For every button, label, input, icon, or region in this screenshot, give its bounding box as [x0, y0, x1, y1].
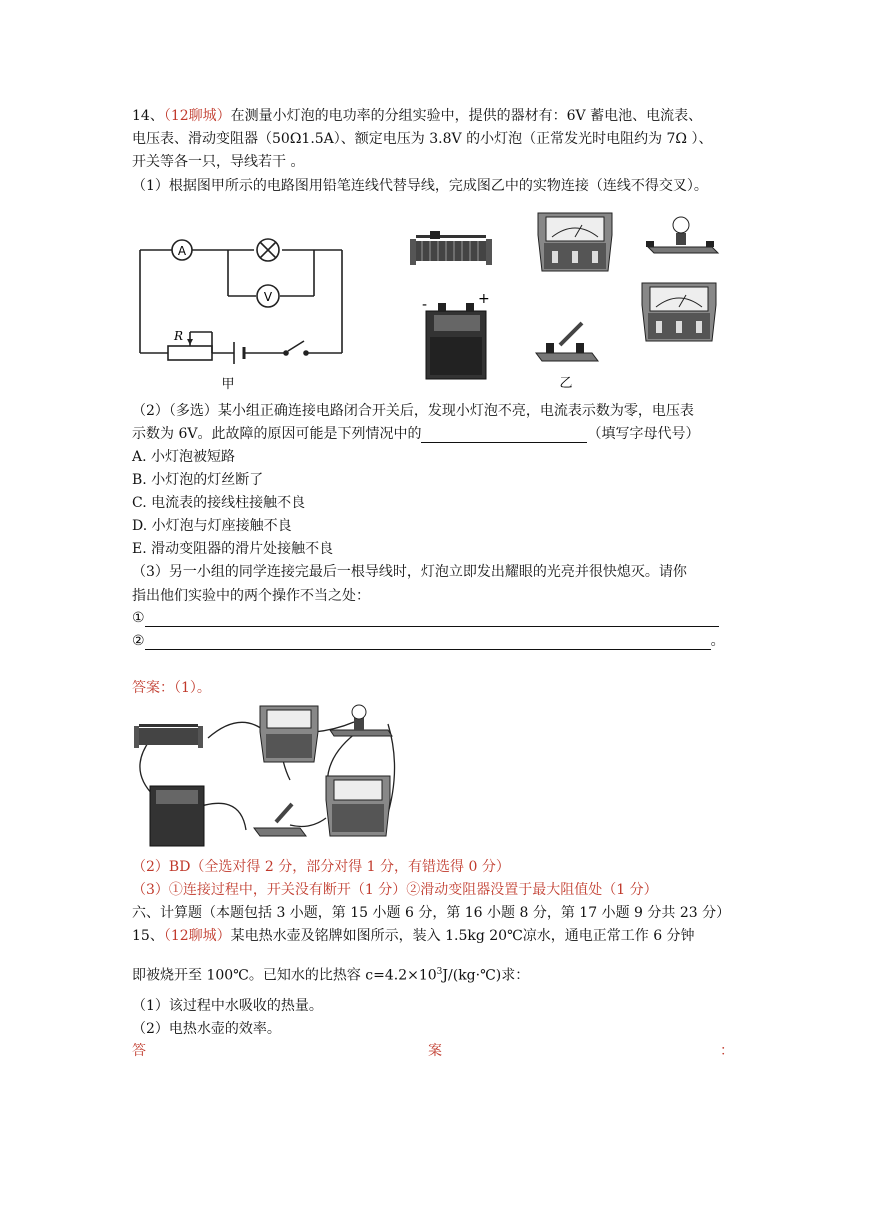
- q14-line3: 开关等各一只，导线若干 。: [132, 154, 305, 170]
- answer14-head: 答案：（1）。: [132, 680, 211, 696]
- answer-lamp: [330, 705, 392, 736]
- q15-line1: 15、（12聊城）某电热水壶及铭牌如图所示，装入 1.5kg 20℃凉水，通电正常工作 6 分钟: [132, 928, 695, 944]
- answer-rheostat: [134, 724, 203, 748]
- rheostat-symbol: [168, 346, 212, 360]
- q14-part2-line2: 示数为 6V。此故障的原因可能是下列情况中的 （填写字母代号）: [132, 426, 700, 442]
- q15-source: （12聊城）: [163, 928, 231, 944]
- battery-plus: +: [478, 291, 490, 307]
- answer-blank-3-2[interactable]: [145, 635, 711, 650]
- answer-switch: [254, 804, 306, 836]
- q14-line1: 14、（12聊城）在测量小灯泡的电功率的分组实验中，提供的器材有：6V 蓄电池、电流表、: [132, 108, 703, 124]
- option-b: B. 小灯泡的灯丝断了: [132, 472, 264, 488]
- voltmeter-label: V: [263, 290, 273, 304]
- lamp-component: [646, 217, 718, 253]
- figure-label-yi: 乙: [559, 376, 573, 390]
- answer-voltmeter: [326, 776, 390, 836]
- answer-wiring-figure: [130, 700, 402, 850]
- option-c: C. 电流表的接线柱接触不良: [132, 495, 306, 511]
- answer14-part3: （3）①连接过程中，开关没有断开（1 分）②滑动变阻器没置于最大阻值处（1 分）: [132, 882, 658, 898]
- components-figure-yi: [400, 205, 730, 390]
- voltmeter-component: [642, 283, 716, 341]
- circuit-diagram-jia: [132, 228, 352, 398]
- q15-part2: （2）电热水壶的效率。: [132, 1021, 281, 1037]
- answer-ammeter: [260, 706, 318, 762]
- section6-title: 六、计算题（本题包括 3 小题，第 15 小题 6 分，第 16 小题 8 分，第 17 小题 9 分共 23 分）: [132, 905, 731, 921]
- ammeter-component: [538, 213, 612, 271]
- battery-component: [422, 291, 490, 379]
- q14-part3-line1: （3）另一小组的同学连接完最后一根导线时，灯泡立即发出耀眼的光亮并很快熄灭。请你: [132, 564, 687, 580]
- answer-line-1: ①: [132, 609, 719, 627]
- answer-blank-2[interactable]: [421, 428, 587, 443]
- q14-line2: 电压表、滑动变阻器（50Ω1.5A）、额定电压为 3.8V 的小灯泡（正常发光时电阻约为 7Ω ）、: [132, 131, 713, 147]
- answer14-part2: （2）BD（全选对得 2 分，部分对得 1 分，有错选得 0 分）: [132, 859, 510, 875]
- battery-minus: -: [422, 297, 428, 313]
- q14-source: （12聊城）: [163, 108, 231, 124]
- answer-blank-3-1[interactable]: [145, 612, 719, 627]
- rheostat-label: R: [174, 329, 184, 343]
- q15-line2: 即被烧开至 100℃。已知水的比热容 $c=4.2\times 10^3J/(kg\cdot℃)$求：: [132, 967, 530, 984]
- switch-symbol: [288, 341, 304, 351]
- option-a: A. 小灯泡被短路: [132, 449, 236, 465]
- answer-battery: [150, 786, 204, 846]
- option-e: E. 滑动变阻器的滑片处接触不良: [132, 541, 334, 557]
- ammeter-label: A: [177, 244, 187, 258]
- answer-line-2: ② 。: [132, 633, 725, 649]
- q14-part1: （1）根据图甲所示的电路图用铅笔连线代替导线，完成图乙中的实物连接（连线不得交叉）。: [132, 178, 708, 194]
- q14-part3-line2: 指出他们实验中的两个操作不当之处：: [132, 588, 370, 604]
- switch-component: [536, 323, 598, 361]
- option-d: D. 小灯泡与灯座接触不良: [132, 518, 292, 534]
- figure-label-jia: 甲: [221, 377, 235, 392]
- q14-part2-line1: （2）（多选）某小组正确连接电路闭合开关后，发现小灯泡不亮，电流表示数为零，电压表: [132, 403, 694, 419]
- q15-part1: （1）该过程中水吸收的热量。: [132, 998, 323, 1014]
- rheostat-component: [410, 231, 492, 265]
